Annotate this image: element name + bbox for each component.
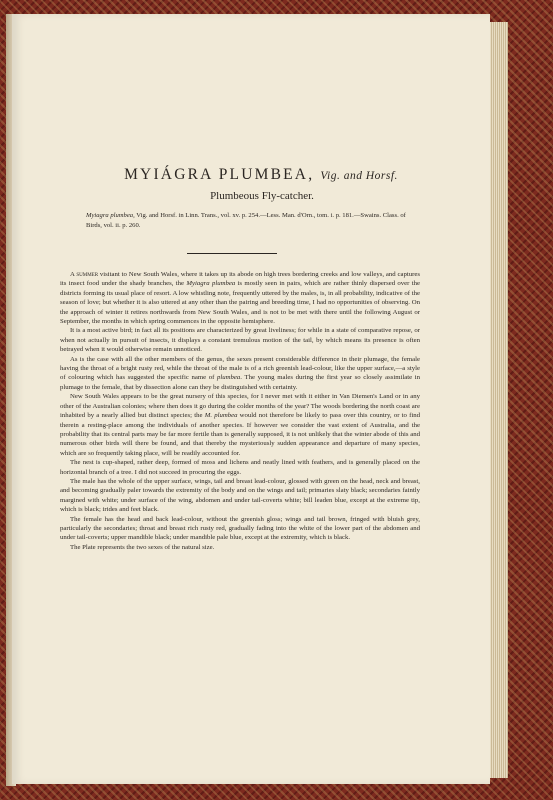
paragraph-text: The female has the head and back lead-colour, without the greenish gloss; wings and tail brown, fringed with bluish grey, particularly the secondaries; throat and breast rich rusty red, gradually fading into the white of the lower part of the abdomen and under tail-coverts; upper mandible black; under mandible pale blue, except at the extremity, which is black.	[60, 515, 420, 542]
paragraph-text: As is the case with all the other members of the genus, the sexes present considerable difference in their plumage, the female having the throat of a bright rusty red, while the throat of the male is of a rich greenish lead-colour, like the upper surface,—a style of colouring which has suggested the specific name of	[60, 355, 420, 382]
paragraph-text: New South Wales appears to be the great nursery of this species, for I never met with it either in Van Diemen's Land or in any other of the Australian colonies; where then does it go during the colder months of the year? The woods bordering the north coast are inhabited by a nearly allied but distinct species; the	[60, 393, 420, 420]
paragraph-6	[60, 477, 420, 515]
paragraph-italic: plumbea	[217, 374, 241, 382]
paragraph-text: It is a most active bird; in fact all its positions are characterized by great liveliness; for while in a state of comparative repose, or when not actually in pursuit of insects, it displays a constant tremulous motion of the tail, by which means its presence is often betrayed when it would otherwise remain unnoticed.	[60, 327, 420, 354]
paragraph-text: The Plate represents the two sexes of the natural size.	[70, 543, 215, 551]
paragraph-8	[60, 543, 420, 552]
synonymy-italic: Myiagra plumbea,	[86, 212, 135, 219]
species-name: MYIÁGRA PLUMBEA,	[124, 166, 315, 183]
paragraph-italic: Myiagra plumbea	[186, 280, 236, 288]
paragraph-4	[60, 392, 420, 458]
paragraph-5	[60, 458, 420, 477]
paragraph-text: visitant to New South Wales, where it takes up its abode on high trees bordering creeks and low valleys, and captures its insect food under the shady branches, the	[60, 271, 420, 288]
paragraph-italic: M. plumbea	[204, 412, 238, 420]
paragraph-text: The nest is cup-shaped, rather deep, formed of moss and lichens and neatly lined with feathers, and is generally placed on the horizontal branch of a tree. I did not succeed in procuring the eggs.	[60, 459, 420, 476]
synonymy-text: Vig. and Horsf. in Linn. Trans., vol. xv. p. 254.—Less. Man. d'Orn., tom. i. p. 181.—Swains. Class. of Birds, vol. ii. p. 260.	[86, 212, 406, 229]
book-page	[12, 14, 490, 784]
divider-rule	[187, 253, 277, 254]
drop-lead: A summer	[70, 271, 99, 278]
paragraph-1	[60, 270, 420, 326]
paragraph-text: would not therefore be likely to pass over this country, or to find therein a resting-place among the individuals of another species. If however we consider the vast extent of Australia, and the probability that its central parts may be far more fertile than is generally supposed, it is not unlikely that the winter abode of this and numerous other birds will there be found, and that thereby the mysteriously sudden appearance and departure of many species, which are so frequently taking place, will be readily accounted for.	[60, 412, 420, 457]
paragraph-text: The male has the whole of the upper surface, wings, tail and breast lead-colour, glossed with green on the head, neck and breast, and becoming gradually paler towards the extremity of the body and on the wings and tail; primaries slaty black; secondaries faintly margined with white; under surface of the wing, abdomen and under tail-coverts white; bill leaden blue, except at the extreme tip, which is black; irides and feet black.	[60, 477, 420, 514]
page-title	[32, 166, 490, 184]
body-text	[60, 270, 420, 552]
paragraph-2	[60, 326, 420, 354]
common-name: Plumbeous Fly-catcher.	[210, 190, 314, 202]
paragraph-text: is mostly seen in pairs, which are rather thinly dispersed over the districts forming its usual place of resort. A low whistling note, frequently uttered by the males, is, in all probability, indicative of the season of love; but whether it is also uttered at any other than the pairing and breeding time, I had no opportunities of observing. On the approach of winter it retires northwards from New South Wales, and is not to be met with there until the following August or September, the months in which spring commences in the opposite hemisphere.	[60, 280, 420, 326]
synonymy-citation	[86, 211, 416, 231]
species-authority: Vig. and Horsf.	[320, 170, 398, 182]
paragraph-3	[60, 355, 420, 393]
paragraph-7	[60, 515, 420, 543]
paragraph-text: . The young males during the first year so closely assimilate in plumage to the female, that by dissection alone can they be distinguished with certainty.	[60, 374, 420, 391]
